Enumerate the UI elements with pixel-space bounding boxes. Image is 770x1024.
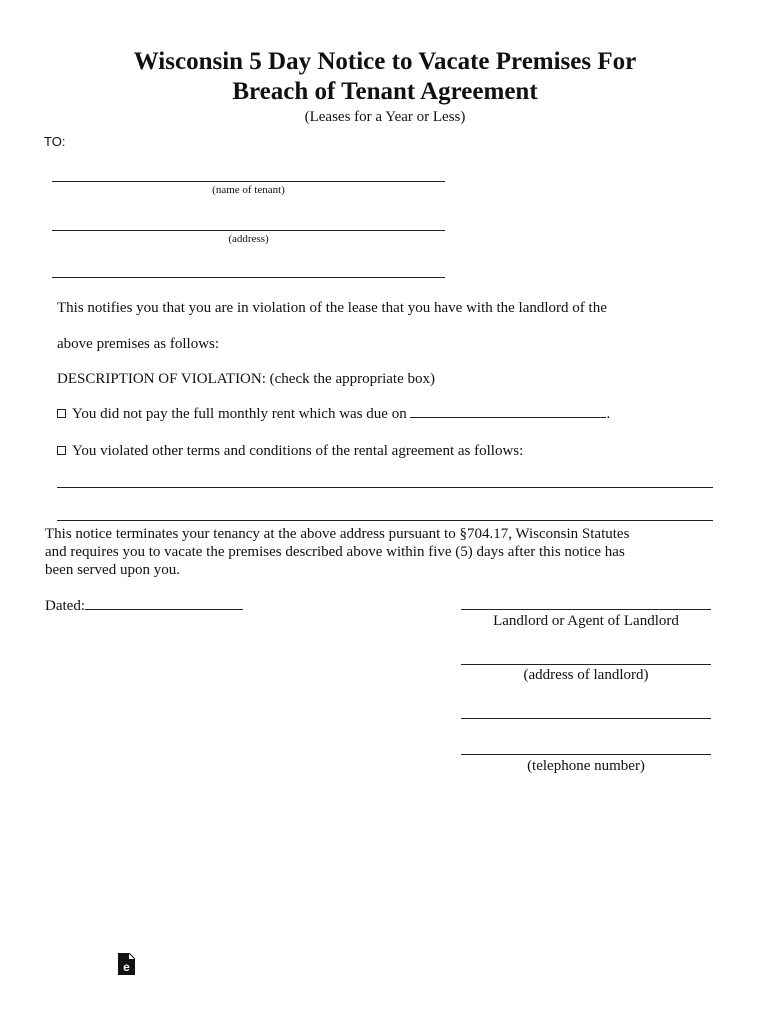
unpaid-rent-label: You did not pay the full monthly rent which was due on bbox=[72, 406, 407, 422]
tenant-address-caption: (address) bbox=[228, 233, 269, 245]
to-label: TO: bbox=[44, 134, 66, 149]
landlord-signature-line[interactable] bbox=[461, 609, 711, 610]
unpaid-rent-checkbox[interactable] bbox=[57, 409, 66, 418]
tenant-address-line-1[interactable] bbox=[52, 230, 445, 231]
violation-detail-line-2[interactable] bbox=[57, 520, 713, 521]
rent-due-date-period: . bbox=[606, 406, 611, 422]
notice-text-line-1: This notifies you that you are in violation of the lease that you have with the landlord of the bbox=[57, 300, 607, 316]
landlord-address-line-2[interactable] bbox=[461, 718, 711, 719]
notice-text-line-2: above premises as follows: bbox=[57, 336, 220, 352]
violation-detail-line-1[interactable] bbox=[57, 487, 713, 488]
document-title-line-2: Breach of Tenant Agreement bbox=[232, 78, 538, 105]
tenant-name-caption: (name of tenant) bbox=[212, 184, 285, 196]
option-unpaid-rent bbox=[57, 405, 610, 423]
dated-blank[interactable] bbox=[85, 596, 243, 610]
document-e-icon bbox=[118, 953, 135, 975]
document-subtitle: (Leases for a Year or Less) bbox=[304, 109, 466, 125]
option-other-violation bbox=[57, 442, 523, 460]
svg-text:e: e bbox=[123, 960, 130, 974]
other-violation-label: You violated other terms and conditions of the rental agreement as follows: bbox=[72, 443, 524, 459]
termination-text-line-3: been served upon you. bbox=[45, 562, 180, 578]
dated-label: Dated: bbox=[45, 598, 85, 614]
landlord-address-line-1[interactable] bbox=[461, 664, 711, 665]
landlord-address-caption: (address of landlord) bbox=[523, 667, 649, 683]
termination-text-line-1: This notice terminates your tenancy at the above address pursuant to §704.17, Wisconsin Statutes bbox=[45, 526, 630, 542]
landlord-phone-line[interactable] bbox=[461, 754, 711, 755]
rent-due-date-blank[interactable] bbox=[410, 405, 606, 418]
dated-field bbox=[45, 596, 243, 615]
termination-text-line-2: and requires you to vacate the premises described above within five (5) days after this notice has bbox=[45, 544, 625, 560]
landlord-signature-caption: Landlord or Agent of Landlord bbox=[493, 613, 679, 629]
tenant-name-line[interactable] bbox=[52, 181, 445, 182]
landlord-phone-caption: (telephone number) bbox=[527, 758, 645, 774]
document-title-line-1: Wisconsin 5 Day Notice to Vacate Premises For bbox=[133, 48, 637, 75]
tenant-address-line-2[interactable] bbox=[52, 277, 445, 278]
violation-heading: DESCRIPTION OF VIOLATION: (check the appropriate box) bbox=[57, 371, 435, 387]
other-violation-checkbox[interactable] bbox=[57, 446, 66, 455]
